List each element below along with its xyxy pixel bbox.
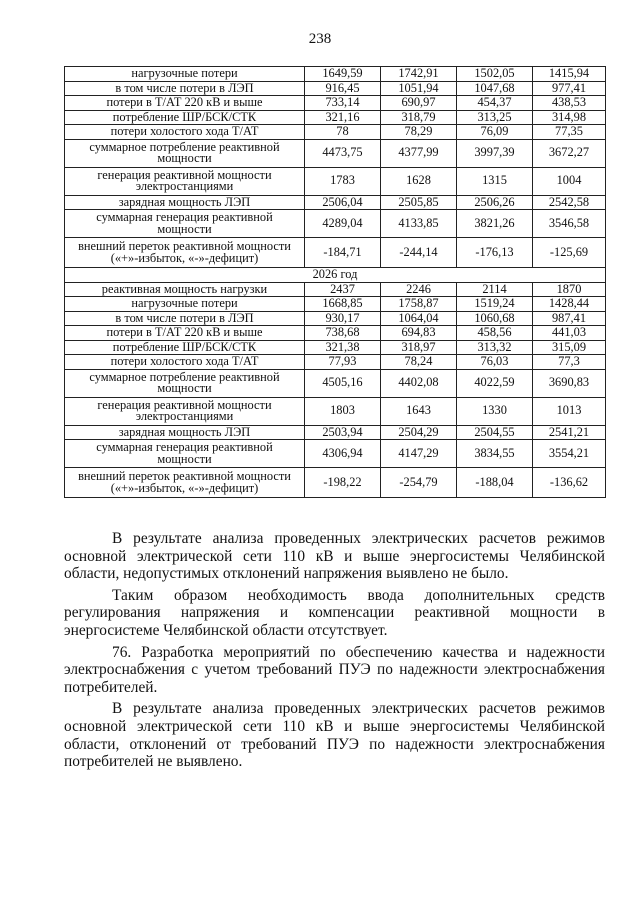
value-cell: 4402,08: [381, 369, 457, 397]
value-cell: 3546,58: [533, 210, 606, 238]
year-row: [65, 268, 606, 283]
value-cell: 1870: [533, 282, 606, 297]
table-row: [65, 110, 606, 125]
row-label: потребление ШР/БСК/СТК: [65, 340, 305, 355]
value-cell: 1004: [533, 167, 606, 195]
value-cell: 1783: [305, 167, 381, 195]
value-cell: 77,3: [533, 355, 606, 370]
value-cell: 690,97: [381, 96, 457, 111]
value-cell: 2505,85: [381, 195, 457, 210]
value-cell: -188,04: [457, 468, 533, 498]
row-label: зарядная мощность ЛЭП: [65, 425, 305, 440]
value-cell: 4147,29: [381, 440, 457, 468]
value-cell: 4306,94: [305, 440, 381, 468]
body-text: [64, 530, 605, 775]
table-section-bottom: [65, 282, 606, 498]
value-cell: 1060,68: [457, 311, 533, 326]
table-row: [65, 311, 606, 326]
value-cell: 315,09: [533, 340, 606, 355]
table-row: [65, 167, 606, 195]
table-row: [65, 282, 606, 297]
value-cell: 1315: [457, 167, 533, 195]
value-cell: 1643: [381, 397, 457, 425]
value-cell: 76,09: [457, 125, 533, 140]
value-cell: 458,56: [457, 326, 533, 341]
table-row: [65, 440, 606, 468]
value-cell: 3821,26: [457, 210, 533, 238]
value-cell: 318,79: [381, 110, 457, 125]
value-cell: 930,17: [305, 311, 381, 326]
row-label: потери в Т/АТ 220 кВ и выше: [65, 96, 305, 111]
value-cell: 3690,83: [533, 369, 606, 397]
value-cell: 3554,21: [533, 440, 606, 468]
value-cell: 321,38: [305, 340, 381, 355]
row-label: потери в Т/АТ 220 кВ и выше: [65, 326, 305, 341]
value-cell: 2503,94: [305, 425, 381, 440]
table-row: [65, 326, 606, 341]
table-row: [65, 96, 606, 111]
row-label: внешний переток реактивной мощности («+»-избыток, «-»-дефицит): [65, 468, 305, 498]
paragraph: В результате анализа проведенных электрических расчетов режимов основной электрической сети 110 кВ и выше энергосистемы Челябинской области, недопустимых отклонений напряжения выявлено не было.: [64, 530, 605, 583]
value-cell: 4377,99: [381, 139, 457, 167]
value-cell: -244,14: [381, 238, 457, 268]
row-label: суммарное потребление реактивной мощности: [65, 139, 305, 167]
value-cell: 2246: [381, 282, 457, 297]
row-label: суммарная генерация реактивной мощности: [65, 210, 305, 238]
table-row: [65, 369, 606, 397]
table-row: [65, 195, 606, 210]
value-cell: 318,97: [381, 340, 457, 355]
value-cell: 987,41: [533, 311, 606, 326]
value-cell: 76,03: [457, 355, 533, 370]
value-cell: 77,35: [533, 125, 606, 140]
value-cell: 1330: [457, 397, 533, 425]
value-cell: 1051,94: [381, 81, 457, 96]
value-cell: 1415,94: [533, 67, 606, 82]
value-cell: 2541,21: [533, 425, 606, 440]
value-cell: 4289,04: [305, 210, 381, 238]
value-cell: 2504,29: [381, 425, 457, 440]
value-cell: 694,83: [381, 326, 457, 341]
value-cell: 2506,04: [305, 195, 381, 210]
value-cell: 1628: [381, 167, 457, 195]
value-cell: 1519,24: [457, 297, 533, 312]
value-cell: 1428,44: [533, 297, 606, 312]
row-label: нагрузочные потери: [65, 67, 305, 82]
table-row: [65, 397, 606, 425]
row-label: потери холостого хода Т/АТ: [65, 125, 305, 140]
row-label: потребление ШР/БСК/СТК: [65, 110, 305, 125]
row-label: суммарное потребление реактивной мощности: [65, 369, 305, 397]
row-label: суммарная генерация реактивной мощности: [65, 440, 305, 468]
value-cell: 1668,85: [305, 297, 381, 312]
value-cell: 4022,59: [457, 369, 533, 397]
value-cell: 1502,05: [457, 67, 533, 82]
value-cell: -184,71: [305, 238, 381, 268]
table-row: [65, 468, 606, 498]
value-cell: 3834,55: [457, 440, 533, 468]
paragraph: Таким образом необходимость ввода дополнительных средств регулирования напряжения и компенсации реактивной мощности в энергосистеме Челябинской области отсутствует.: [64, 586, 605, 639]
value-cell: -254,79: [381, 468, 457, 498]
value-cell: 1064,04: [381, 311, 457, 326]
row-label: нагрузочные потери: [65, 297, 305, 312]
row-label: в том числе потери в ЛЭП: [65, 81, 305, 96]
value-cell: 4505,16: [305, 369, 381, 397]
table-row: [65, 210, 606, 238]
value-cell: 321,16: [305, 110, 381, 125]
table-row: [65, 139, 606, 167]
value-cell: 77,93: [305, 355, 381, 370]
value-cell: 3672,27: [533, 139, 606, 167]
value-cell: 78,29: [381, 125, 457, 140]
value-cell: 2114: [457, 282, 533, 297]
value-cell: 454,37: [457, 96, 533, 111]
value-cell: -176,13: [457, 238, 533, 268]
value-cell: -136,62: [533, 468, 606, 498]
value-cell: 4473,75: [305, 139, 381, 167]
table-row: [65, 297, 606, 312]
value-cell: -198,22: [305, 468, 381, 498]
row-label: зарядная мощность ЛЭП: [65, 195, 305, 210]
row-label: генерация реактивной мощности электростанциями: [65, 397, 305, 425]
row-label: внешний переток реактивной мощности («+»-избыток, «-»-дефицит): [65, 238, 305, 268]
value-cell: -125,69: [533, 238, 606, 268]
table-row: [65, 67, 606, 82]
value-cell: 2437: [305, 282, 381, 297]
value-cell: 1013: [533, 397, 606, 425]
value-cell: 313,32: [457, 340, 533, 355]
table-row: [65, 238, 606, 268]
table-row: [65, 425, 606, 440]
table-section-top: [65, 67, 606, 268]
value-cell: 916,45: [305, 81, 381, 96]
value-cell: 1758,87: [381, 297, 457, 312]
value-cell: 1803: [305, 397, 381, 425]
row-label: в том числе потери в ЛЭП: [65, 311, 305, 326]
value-cell: 4133,85: [381, 210, 457, 238]
value-cell: 3997,39: [457, 139, 533, 167]
year-label: 2026 год: [65, 268, 606, 283]
paragraph: 76. Разработка мероприятий по обеспечению качества и надежности электроснабжения с учетом требований ПУЭ по надежности электроснабжения потребителей.: [64, 643, 605, 696]
value-cell: 314,98: [533, 110, 606, 125]
row-label: реактивная мощность нагрузки: [65, 282, 305, 297]
paragraph: В результате анализа проведенных электрических расчетов режимов основной электрической сети 110 кВ и выше энергосистемы Челябинской области, отклонений от требований ПУЭ по надежности электроснабжения потребителей не выявлено.: [64, 700, 605, 771]
value-cell: 977,41: [533, 81, 606, 96]
table-section-year: [65, 268, 606, 283]
value-cell: 738,68: [305, 326, 381, 341]
value-cell: 438,53: [533, 96, 606, 111]
value-cell: 733,14: [305, 96, 381, 111]
value-cell: 313,25: [457, 110, 533, 125]
value-cell: 78,24: [381, 355, 457, 370]
row-label: генерация реактивной мощности электростанциями: [65, 167, 305, 195]
value-cell: 78: [305, 125, 381, 140]
value-cell: 2506,26: [457, 195, 533, 210]
value-cell: 1047,68: [457, 81, 533, 96]
value-cell: 2542,58: [533, 195, 606, 210]
value-cell: 1649,59: [305, 67, 381, 82]
row-label: потери холостого хода Т/АТ: [65, 355, 305, 370]
value-cell: 2504,55: [457, 425, 533, 440]
table-row: [65, 81, 606, 96]
page-number: 238: [308, 31, 332, 47]
table-row: [65, 355, 606, 370]
value-cell: 1742,91: [381, 67, 457, 82]
value-cell: 441,03: [533, 326, 606, 341]
reactive-power-table: [64, 66, 606, 498]
table-row: [65, 340, 606, 355]
table-row: [65, 125, 606, 140]
